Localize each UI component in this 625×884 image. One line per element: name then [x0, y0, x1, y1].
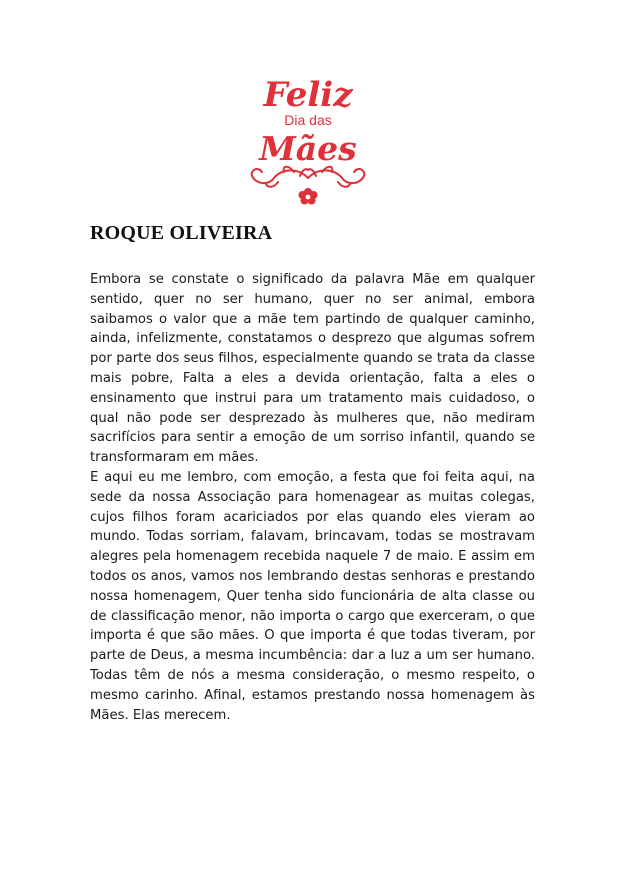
flourish-ornament-icon: [252, 167, 365, 187]
logo-maes-text: Mães: [259, 129, 357, 168]
paragraph-1: Embora se constate o significado da palavra Mãe em qualquer sentido, quer no ser humano, quer no ser animal, embora saibamos o valor que a mãe tem partindo de qualquer caminho, ainda, infelizmente, constatamos o desprezo que algumas sofrem por parte dos seus filhos, especialmente quando se trata da classe mais pobre, Falta a eles a devida orientação, falta a eles o ensinamento que instrui para um tratamento mais cuidadoso, o qual não pode ser desprezado às mulheres que, não mediram sacrifícios para sentir a emoção de um sorriso infantil, quando se transformaram em mães.: [90, 272, 535, 466]
author-name: ROQUE OLIVEIRA: [90, 222, 273, 244]
feliz-dia-das-maes-logo: [238, 66, 378, 212]
logo-dia-das-text: Dia das: [284, 112, 332, 128]
article-body: [90, 270, 535, 725]
logo-feliz-text: Feliz: [263, 75, 353, 115]
paragraph-2: E aqui eu me lembro, com emoção, a festa que foi feita aqui, na sede da nossa Associação para homenagear as muitas colegas, cujos filhos foram acariciados por elas quando eles vieram ao mundo. Todas sorriam, falavam, brincavam, todas se mostravam alegres pela homenagem recebida naquele 7 de maio. E assim em todos os anos, vamos nos lembrando destas senhoras e prestando nossa homenagem, Quer tenha sido funcionária de alta classe ou de classificação menor, não importa o cargo que exerceram, o que importa é que são mães. O que importa é que todas tiveram, por parte de Deus, a mesma incumbência: dar a luz a um ser humano. Todas têm de nós a mesma consideração, o mesmo respeito, o mesmo carinho. Afinal, estamos prestando nossa homenagem às Mães. Elas merecem.: [90, 469, 535, 723]
flower-icon: [299, 188, 318, 205]
